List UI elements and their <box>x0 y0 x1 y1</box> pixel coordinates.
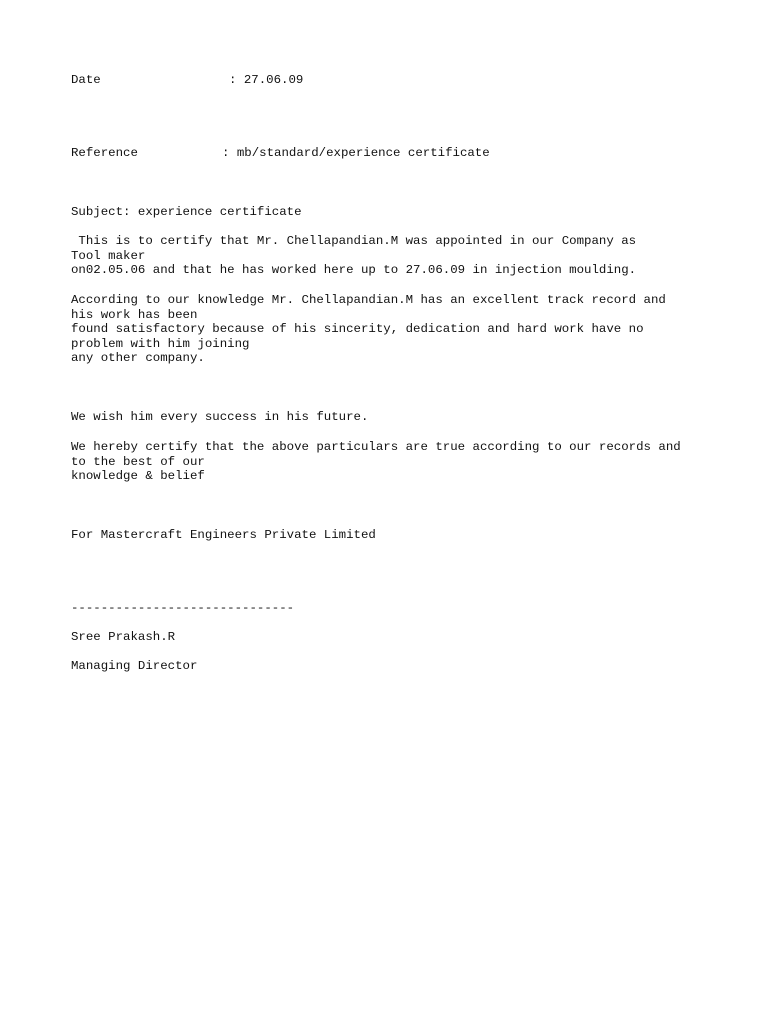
signatory-name: Sree Prakash.R <box>71 630 176 644</box>
company-line: For Mastercraft Engineers Private Limited <box>71 528 376 542</box>
certify-line: We hereby certify that the above particulars are true according to our records and <box>71 440 681 454</box>
subject-line: Subject: experience certificate <box>71 205 302 219</box>
reference-label: Reference <box>71 146 138 160</box>
certify-line: knowledge & belief <box>71 469 205 483</box>
signature-line: ------------------------------ <box>71 601 295 615</box>
paragraph-line: This is to certify that Mr. Chellapandian.M was appointed in our Company as <box>71 234 637 248</box>
reference-value: : mb/standard/experience certificate <box>222 146 490 160</box>
paragraph-line: found satisfactory because of his sincerity, dedication and hard work have no <box>71 322 644 336</box>
paragraph-line: Tool maker <box>71 248 146 263</box>
signatory-title: Managing Director <box>71 659 198 673</box>
paragraph-line: According to our knowledge Mr. Chellapandian.M has an excellent track record and <box>71 293 666 307</box>
date-label: Date <box>71 73 101 87</box>
paragraph-line: any other company. <box>71 351 205 365</box>
paragraph-line: problem with him joining <box>71 336 250 351</box>
paragraph-line: his work has been <box>71 307 198 322</box>
wish-line: We wish him every success in his future. <box>71 410 369 424</box>
paragraph-line: on02.05.06 and that he has worked here up to 27.06.09 in injection moulding. <box>71 263 637 277</box>
date-value: : 27.06.09 <box>229 73 304 87</box>
certify-line: to the best of our <box>71 454 205 469</box>
